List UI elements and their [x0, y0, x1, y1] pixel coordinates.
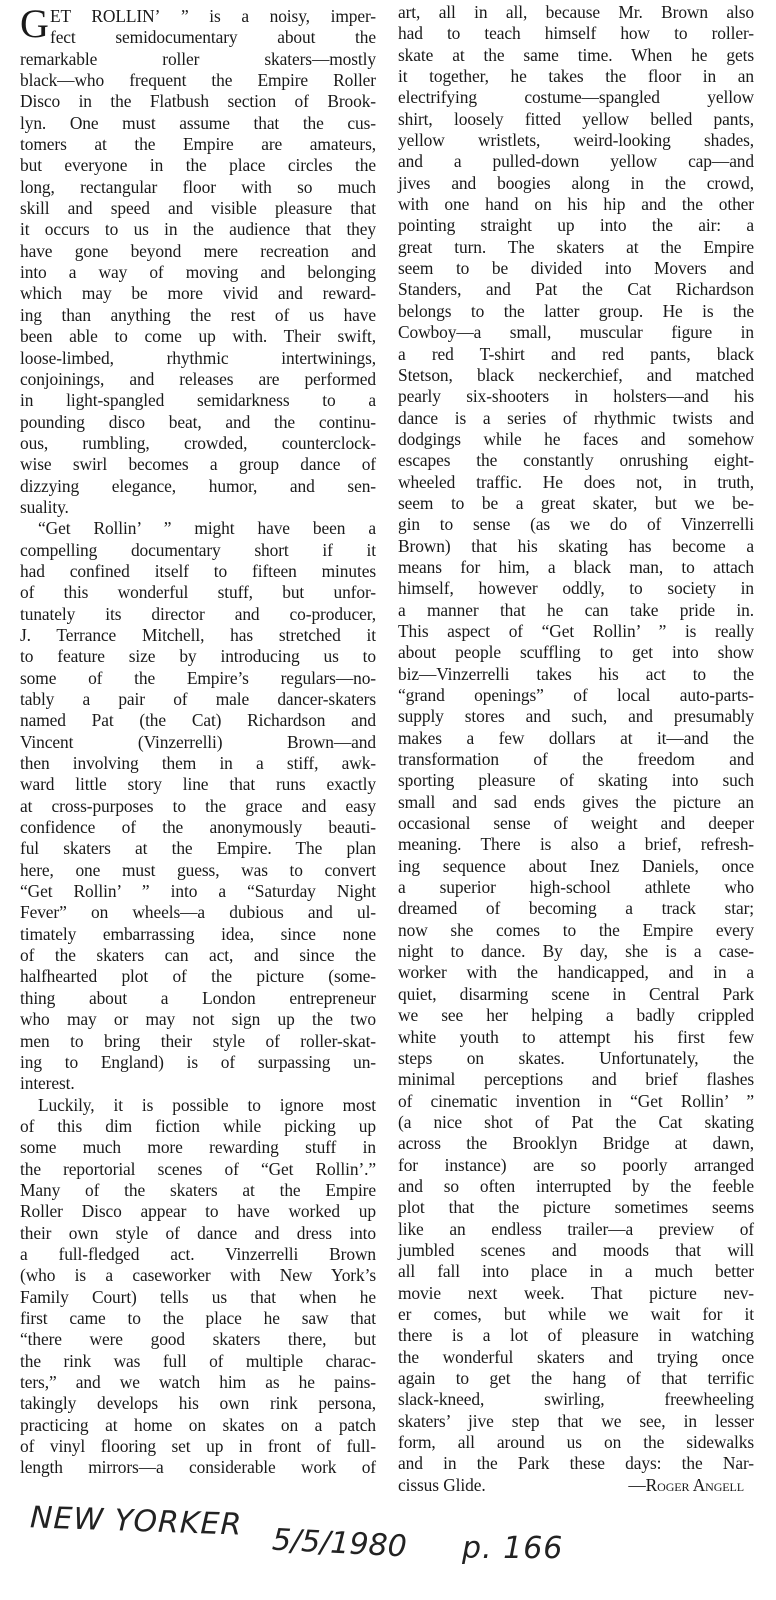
- text-line: which may be more vivid and reward-: [20, 283, 376, 304]
- text-line: been able to come up with. Their swift,: [20, 326, 376, 347]
- text-line: a red T-shirt and red pants, black: [398, 343, 754, 364]
- text-line: at cross-purposes to the grace and easy: [20, 795, 376, 816]
- text-line: movie next week. That picture nev-: [398, 1282, 754, 1303]
- text-line: here, one must guess, was to convert: [20, 859, 376, 880]
- last-text-line: cissus Glide.: [398, 1474, 486, 1495]
- text-line: but everyone in the place circles the: [20, 155, 376, 176]
- text-line: and a pulled-down yellow cap—and: [398, 151, 754, 172]
- text-line: of this dim fiction while picking up: [20, 1115, 376, 1136]
- text-line: skate at the same time. When he gets: [398, 44, 754, 65]
- text-line: some of the Empire’s regulars—no-: [20, 667, 376, 688]
- text-line: ters,” and we watch him as he pains-: [20, 1372, 376, 1392]
- text-line: a superior high-school athlete who: [398, 877, 754, 898]
- text-line: conjoinings, and releases are performed: [20, 368, 376, 389]
- text-line: plot that the picture sometimes seems: [398, 1197, 754, 1218]
- text-line: named Pat (the Cat) Richardson and: [20, 710, 376, 731]
- text-line: small and sad ends gives the picture an: [398, 791, 754, 812]
- text-line: had to teach himself how to roller-: [398, 23, 754, 44]
- text-line: the rink was full of multiple charac-: [20, 1350, 376, 1371]
- text-line: shirt, loosely fitted yellow belled pants,: [398, 108, 754, 129]
- text-line: wheeled traffic. He does not, in truth,: [398, 471, 754, 492]
- text-line: Fever” on wheels—a dubious and ul-: [20, 902, 376, 923]
- text-line: Stetson, black neckerchief, and matched: [398, 364, 754, 385]
- text-line: and in the Park these days: the Nar-: [398, 1453, 754, 1474]
- text-line: suality.: [20, 496, 69, 517]
- text-line: pointing straight up into the air: a: [398, 215, 754, 236]
- text-line: some much more rewarding stuff in: [20, 1137, 376, 1158]
- text-line: now she comes to the Empire every: [398, 919, 754, 940]
- text-line: Cowboy—a small, muscular figure in: [398, 322, 754, 343]
- text-line: “grand openings” of local auto-parts-: [398, 685, 754, 705]
- text-line: “there were good skaters there, but: [20, 1329, 376, 1350]
- text-line: ous, rumbling, crowded, counterclock-: [20, 432, 376, 453]
- author-byline: —Roger Angell: [628, 1474, 744, 1495]
- text-line: jumbled scenes and moods that will: [398, 1239, 754, 1260]
- drop-cap: G: [20, 1, 49, 46]
- text-line: ing than anything the rest of us have: [20, 304, 376, 325]
- text-line: into a way of moving and belonging: [20, 262, 376, 283]
- text-line: white youth to attempt his first few: [398, 1026, 754, 1047]
- text-line: tomers at the Empire are amateurs,: [20, 134, 376, 155]
- text-line: like an endless trailer—a preview of: [398, 1218, 754, 1239]
- text-line: in light-spangled semidarkness to a: [20, 390, 376, 411]
- handwritten-page-number: p. 166: [462, 1531, 564, 1566]
- text-line: the reportorial scenes of “Get Rollin’.”: [20, 1158, 376, 1179]
- handwritten-publication: NEW YORKER: [29, 1500, 243, 1543]
- text-line: himself, however oddly, to society in: [398, 578, 754, 599]
- text-line: quiet, disarming scene in Central Park: [398, 983, 754, 1004]
- text-line: Disco in the Flatbush section of Brook-: [20, 91, 376, 112]
- text-line: (a nice shot of Pat the Cat skating: [398, 1111, 754, 1132]
- text-line: of vinyl flooring set up in front of full-: [20, 1436, 376, 1457]
- text-line: Standers, and Pat the Cat Richardson: [398, 279, 754, 300]
- text-line: skaters’ jive step that we see, in lesser: [398, 1410, 754, 1431]
- title-smallcaps: ET ROLLIN’: [50, 6, 161, 26]
- text-line: to feature size by introducing us to: [20, 646, 376, 667]
- handwritten-date: 5/5/1980: [271, 1522, 408, 1565]
- text-line: ward little story line that runs exactly: [20, 774, 376, 795]
- text-line: supply stores and such, and presumably: [398, 706, 754, 727]
- text-line: Brown) that his skating has become a: [398, 535, 754, 556]
- text-line: dreamed of becoming a track star;: [398, 898, 754, 919]
- text-line: lyn. One must assume that the cus-: [20, 112, 376, 133]
- text-line: Luckily, it is possible to ignore most: [38, 1094, 376, 1115]
- text-line: slack-kneed, swirling, freewheeling: [398, 1389, 754, 1410]
- article-column-right: [398, 2, 754, 1496]
- text-line: jives and boogies along in the crowd,: [398, 172, 754, 193]
- text-line: Roller Disco appear to have worked up: [20, 1201, 376, 1222]
- text-line: steps on skates. Unfortunately, the: [398, 1047, 754, 1068]
- text-line: means for him, a black man, to attach: [398, 556, 754, 577]
- text-line: occasional sense of weight and deeper: [398, 813, 754, 834]
- text-line: dodgings while he faces and somehow: [398, 428, 754, 449]
- text-line: halfhearted plot of the picture (some-: [20, 966, 376, 987]
- text-line: pounding disco beat, and the continu-: [20, 411, 376, 432]
- text-line: seem to be divided into Movers and: [398, 258, 754, 279]
- text-line: men to bring their style of roller-skat-: [20, 1030, 376, 1051]
- text-line: transformation of the freedom and: [398, 749, 754, 770]
- text-line: ful skaters at the Empire. The plan: [20, 838, 376, 859]
- text-line: timately embarrassing idea, since none: [20, 923, 376, 944]
- text-line: electrifying costume—spangled yellow: [398, 87, 754, 108]
- text-line: black—who frequent the Empire Roller: [20, 70, 376, 91]
- text-line: have gone beyond mere recreation and: [20, 240, 376, 261]
- text-line: loose-limbed, rhythmic intertwinings,: [20, 347, 376, 368]
- text-line: belongs to the latter group. He is the: [398, 300, 754, 321]
- text-line: a manner that he can take pride in.: [398, 599, 754, 620]
- text-line: “Get Rollin’ ” might have been a: [38, 518, 376, 539]
- text-line: it together, he takes the floor in an: [398, 66, 754, 87]
- text-line: about people scuffling to get into show: [398, 642, 754, 663]
- text-line: had confined itself to fifteen minutes: [20, 560, 376, 581]
- text-line: dizzying elegance, humor, and sen-: [20, 475, 376, 496]
- text-line: art, all in all, because Mr. Brown also: [398, 2, 754, 22]
- text-line: and so often interrupted by the feeble: [398, 1175, 754, 1196]
- text-line: practicing at home on skates on a patch: [20, 1414, 376, 1435]
- text-line: their own style of dance and dress into: [20, 1222, 376, 1243]
- text-line: J. Terrance Mitchell, has stretched it: [20, 624, 376, 645]
- text-line: meaning. There is also a brief, refresh-: [398, 834, 754, 855]
- text-line: confidence of the anonymously beauti-: [20, 817, 376, 838]
- text-line: biz—Vinzerrelli takes his act to the: [398, 663, 754, 684]
- text-line: tunately its director and co-producer,: [20, 603, 376, 624]
- text-line: dance is a series of rhythmic twists and: [398, 407, 754, 428]
- text-line: across the Brooklyn Bridge at dawn,: [398, 1133, 754, 1154]
- text-line: of cinematic invention in “Get Rollin’ ”: [398, 1090, 754, 1111]
- text-line: This aspect of “Get Rollin’ ” is really: [398, 620, 754, 641]
- text-line: then involving them in a stiff, awk-: [20, 753, 376, 774]
- text-line: yellow wristlets, weird-looking shades,: [398, 130, 754, 151]
- text-line: long, rectangular floor with so much: [20, 176, 376, 197]
- text-line: skill and speed and visible pleasure that: [20, 198, 376, 219]
- text-line: Vincent (Vinzerrelli) Brown—and: [20, 731, 376, 752]
- text-line: Many of the skaters at the Empire: [20, 1179, 376, 1200]
- text-line: er comes, but while we wait for it: [398, 1303, 754, 1324]
- text-line: compelling documentary short if it: [20, 539, 376, 560]
- text-line: ing sequence about Inez Daniels, once: [398, 855, 754, 876]
- text-line: thing about a London entrepreneur: [20, 987, 376, 1008]
- text-line: sporting pleasure of skating into such: [398, 770, 754, 791]
- closing-line: [398, 1475, 754, 1496]
- first-line-text: ” is a noisy, imper-: [160, 6, 376, 26]
- text-line: form, all around us on the sidewalks: [398, 1432, 754, 1453]
- text-line: the wonderful skaters and trying once: [398, 1346, 754, 1367]
- text-line: tably a pair of male dancer-skaters: [20, 689, 376, 709]
- text-line: ing to England) is of surpassing un-: [20, 1051, 376, 1072]
- text-line: interest.: [20, 1073, 75, 1094]
- text-line: worker with the handicapped, and in a: [398, 962, 754, 983]
- text-line: fect semidocumentary about the: [50, 27, 376, 48]
- text-line: for instance) are so poorly arranged: [398, 1154, 754, 1175]
- text-line: Family Court) tells us that when he: [20, 1286, 376, 1307]
- text-line: all fall into place in a much better: [398, 1261, 754, 1282]
- text-line: gin to sense (as we do of Vinzerrelli: [398, 514, 754, 535]
- text-line: seem to be a great skater, but we be-: [398, 492, 754, 513]
- text-line: great turn. The skaters at the Empire: [398, 236, 754, 257]
- text-line: escapes the constantly onrushing eight-: [398, 450, 754, 471]
- text-line: of this wonderful stuff, but unfor-: [20, 582, 376, 603]
- text-line: who may or may not sign up the two: [20, 1009, 376, 1030]
- text-line: we see her helping a badly crippled: [398, 1005, 754, 1026]
- text-line: there is a lot of pleasure in watching: [398, 1325, 754, 1346]
- text-line: takingly develops his own rink persona,: [20, 1393, 376, 1414]
- text-line: it occurs to us in the audience that they: [20, 219, 376, 240]
- text-line: a full-fledged act. Vinzerrelli Brown: [20, 1243, 376, 1264]
- text-line: again to get the hang of that terrific: [398, 1368, 754, 1388]
- article-column-left: [20, 1, 376, 1479]
- text-line: minimal perceptions and brief flashes: [398, 1069, 754, 1090]
- text-line: with one hand on his hip and the other: [398, 194, 754, 215]
- text-line: of the skaters can act, and since the: [20, 945, 376, 966]
- text-line: (who is a caseworker with New York’s: [20, 1265, 376, 1286]
- text-line: remarkable roller skaters—mostly: [20, 48, 376, 69]
- text-line: length mirrors—a considerable work of: [20, 1457, 376, 1478]
- text-line: pearly six-shooters in holsters—and his: [398, 386, 754, 407]
- text-line: makes a few dollars at it—and the: [398, 727, 754, 748]
- text-line: night to dance. By day, she is a case-: [398, 941, 754, 962]
- text-line: first came to the place he saw that: [20, 1307, 376, 1328]
- text-line: wise swirl becomes a group dance of: [20, 454, 376, 475]
- text-line: “Get Rollin’ ” into a “Saturday Night: [20, 881, 376, 902]
